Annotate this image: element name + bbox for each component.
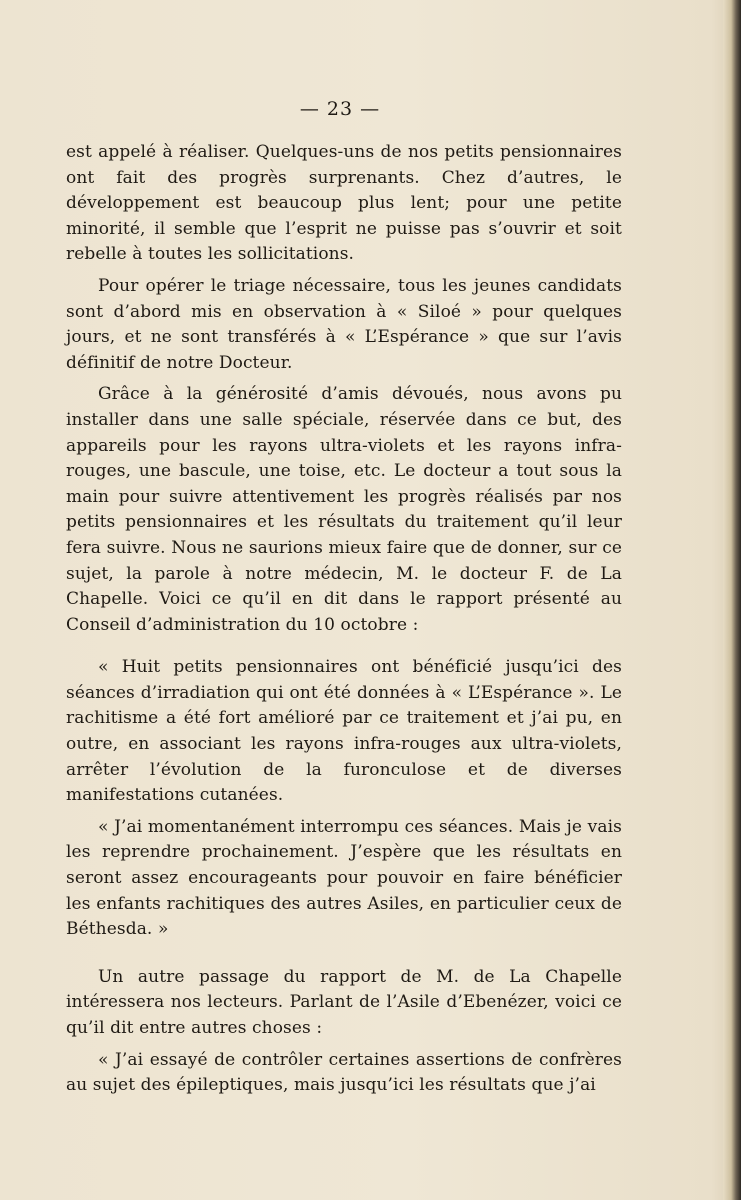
- page-binding-edge: [723, 0, 741, 1200]
- paragraph-4: Un autre passage du rapport de M. de La Chapelle intéressera nos lecteurs. Parlant de l’Asile d’Ebenézer, voici ce qu’il dit entre autres choses :: [66, 966, 622, 1038]
- page-number: — 23 —: [299, 98, 381, 120]
- body-text: [66, 140, 622, 1099]
- quote-paragraph-3: « J’ai essayé de contrôler certaines assertions de confrères au sujet des épileptiques, mais jusqu’ici les résultats que j’ai: [66, 1049, 622, 1096]
- quote-paragraph-1: « Huit petits pensionnaires ont bénéficié jusqu’ici des séances d’irradiation qui ont été données à « L’Espérance ». Le rachitisme a été fort amélioré par ce traitement et j’ai pu, en outre, en associant les rayons infra-rouges aux ultra-violets, arrêter l’évolution de la furonculose et de diverses manifestations cutanées.: [66, 657, 622, 806]
- paragraph-2: Pour opérer le triage nécessaire, tous les jeunes candidats sont d’abord mis en observation à « Siloé » pour quelques jours, et ne sont transférés à « L’Espérance » que sur l’avis définitif de notre Docteur.: [66, 275, 622, 373]
- paragraph-1: est appelé à réaliser. Quelques-uns de nos petits pensionnaires ont fait des progrès surprenants. Chez d’autres, le développement est beaucoup plus lent; pour une petite minorité, il semble que l’esprit ne puisse pas s’ouvrir et soit rebelle à toutes les sollicitations.: [66, 142, 622, 265]
- paragraph-3: Grâce à la générosité d’amis dévoués, nous avons pu installer dans une salle spéciale, réservée dans ce but, des appareils pour les rayons ultra-violets et les rayons infra-rouges, une bascule, une toise, etc. Le docteur a tout sous la main pour suivre attentivement les progrès réalisés par nos petits pensionnaires et les résultats du traitement qu’il leur fera suivre. Nous ne saurions mieux faire que de donner, sur ce sujet, la parole à notre médecin, M. le docteur F. de La Chapelle. Voici ce qu’il en dit dans le rapport présenté au Conseil d’administration du 10 octobre :: [66, 384, 622, 635]
- quote-paragraph-2: « J’ai momentanément interrompu ces séances. Mais je vais les reprendre prochainement. J’espère que les résultats en seront assez encourageants pour pouvoir en faire bénéficier les enfants rachitiques des autres Asiles, en particulier ceux de Béthesda. »: [66, 816, 622, 940]
